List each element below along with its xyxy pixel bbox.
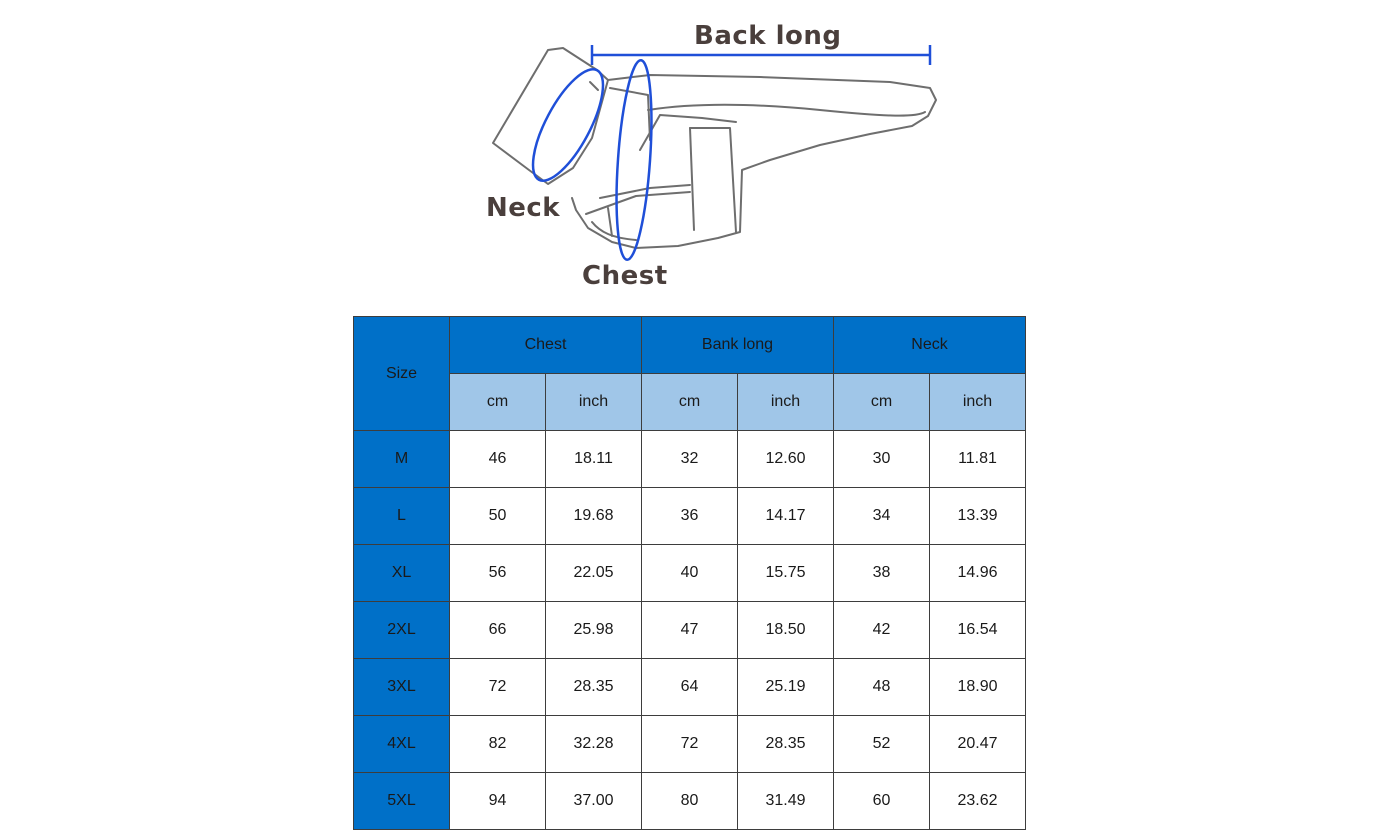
table-row	[354, 773, 1026, 830]
size-cell: 5XL	[354, 773, 450, 830]
value-cell: 23.62	[930, 773, 1026, 830]
size-cell: M	[354, 431, 450, 488]
value-cell: 14.17	[738, 488, 834, 545]
value-cell: 16.54	[930, 602, 1026, 659]
unit-header: cm	[450, 374, 546, 431]
value-cell: 60	[834, 773, 930, 830]
value-cell: 25.19	[738, 659, 834, 716]
value-cell: 20.47	[930, 716, 1026, 773]
value-cell: 15.75	[738, 545, 834, 602]
table-row	[354, 659, 1026, 716]
value-cell: 94	[450, 773, 546, 830]
table-row	[354, 488, 1026, 545]
unit-header: inch	[930, 374, 1026, 431]
back-long-label: Back long	[694, 21, 842, 51]
table-row	[354, 431, 1026, 488]
garment-diagram	[470, 15, 970, 305]
unit-header: cm	[834, 374, 930, 431]
size-cell: L	[354, 488, 450, 545]
value-cell: 50	[450, 488, 546, 545]
size-cell: 3XL	[354, 659, 450, 716]
value-cell: 40	[642, 545, 738, 602]
value-cell: 82	[450, 716, 546, 773]
value-cell: 48	[834, 659, 930, 716]
value-cell: 46	[450, 431, 546, 488]
value-cell: 32	[642, 431, 738, 488]
value-cell: 52	[834, 716, 930, 773]
group-header-neck: Neck	[834, 317, 1026, 374]
value-cell: 28.35	[546, 659, 642, 716]
value-cell: 13.39	[930, 488, 1026, 545]
group-header-chest: Chest	[450, 317, 642, 374]
chest-label: Chest	[582, 261, 668, 291]
header-row	[354, 317, 1026, 374]
value-cell: 36	[642, 488, 738, 545]
value-cell: 72	[450, 659, 546, 716]
value-cell: 80	[642, 773, 738, 830]
value-cell: 18.90	[930, 659, 1026, 716]
value-cell: 42	[834, 602, 930, 659]
value-cell: 64	[642, 659, 738, 716]
size-header: Size	[354, 317, 450, 431]
value-cell: 56	[450, 545, 546, 602]
value-cell: 32.28	[546, 716, 642, 773]
value-cell: 31.49	[738, 773, 834, 830]
size-cell: 4XL	[354, 716, 450, 773]
value-cell: 38	[834, 545, 930, 602]
group-header-back-long: Bank long	[642, 317, 834, 374]
value-cell: 66	[450, 602, 546, 659]
value-cell: 25.98	[546, 602, 642, 659]
neck-label: Neck	[486, 193, 561, 223]
value-cell: 14.96	[930, 545, 1026, 602]
size-chart-table	[353, 316, 1026, 830]
size-cell: XL	[354, 545, 450, 602]
unit-header: cm	[642, 374, 738, 431]
unit-header: inch	[546, 374, 642, 431]
value-cell: 34	[834, 488, 930, 545]
value-cell: 11.81	[930, 431, 1026, 488]
value-cell: 37.00	[546, 773, 642, 830]
value-cell: 18.50	[738, 602, 834, 659]
unit-header: inch	[738, 374, 834, 431]
table-row	[354, 545, 1026, 602]
size-cell: 2XL	[354, 602, 450, 659]
value-cell: 47	[642, 602, 738, 659]
value-cell: 19.68	[546, 488, 642, 545]
value-cell: 18.11	[546, 431, 642, 488]
unit-row	[354, 374, 1026, 431]
measurement-markers	[519, 45, 930, 261]
value-cell: 12.60	[738, 431, 834, 488]
value-cell: 28.35	[738, 716, 834, 773]
value-cell: 30	[834, 431, 930, 488]
table-row	[354, 602, 1026, 659]
value-cell: 72	[642, 716, 738, 773]
table-row	[354, 716, 1026, 773]
value-cell: 22.05	[546, 545, 642, 602]
